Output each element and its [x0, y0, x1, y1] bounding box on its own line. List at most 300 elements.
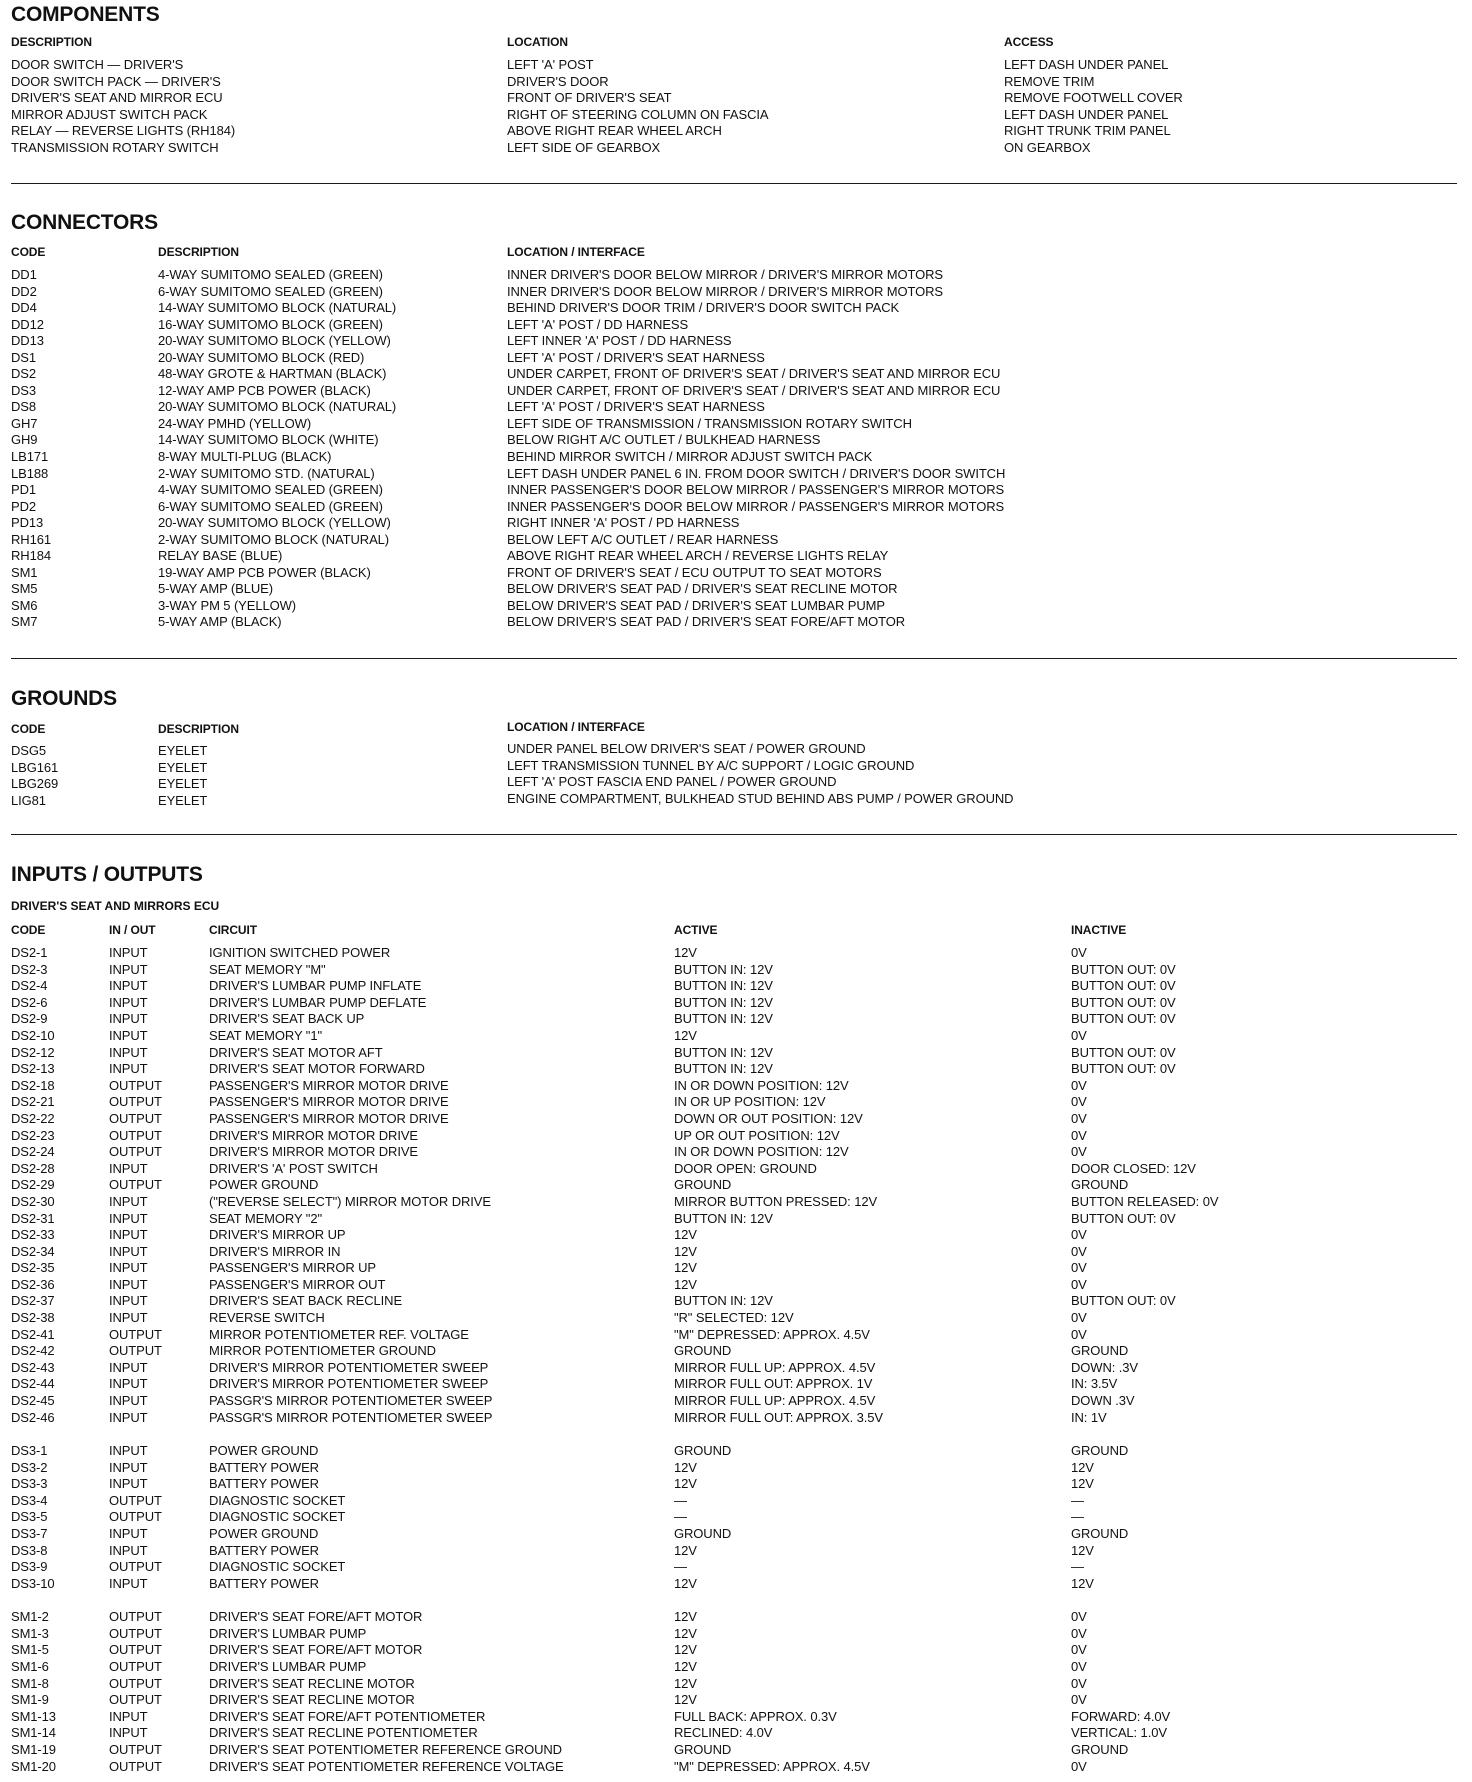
io-circuit: IGNITION SWITCHED POWER: [209, 945, 391, 960]
connector-code: DS2: [11, 366, 36, 382]
components-location-column: [507, 57, 768, 156]
component-access: ON GEARBOX: [1004, 139, 1091, 155]
connector-code: LB171: [11, 449, 49, 465]
io-active-value: IN OR DOWN POSITION: 12V: [674, 1144, 849, 1160]
io-inactive-value: BUTTON OUT: 0V: [1071, 994, 1176, 1010]
io-circuit: DRIVER'S SEAT RECLINE MOTOR: [209, 1692, 415, 1708]
io-inactive-value: 12V: [1071, 1459, 1094, 1475]
group-spacer: [674, 1592, 883, 1609]
io-circuit: BATTERY POWER: [209, 1459, 319, 1475]
io-inout: INPUT: [109, 1542, 148, 1558]
io-code: SM1-2: [11, 1609, 49, 1625]
io-circuit: REVERSE SWITCH: [209, 1310, 325, 1326]
io-inactive-value: 0V: [1071, 1077, 1087, 1093]
connectors-code-column: [11, 267, 51, 631]
connector-code: GH7: [11, 415, 38, 431]
io-inout: OUTPUT: [109, 1110, 162, 1126]
io-code: DS2-45: [11, 1393, 55, 1409]
connector-code: GH9: [11, 432, 38, 448]
io-active-value: DOOR OPEN: GROUND: [674, 1160, 817, 1176]
group-spacer: [1071, 1426, 1218, 1443]
io-inactive-value: 0V: [1071, 1127, 1087, 1143]
io-inout: INPUT: [109, 945, 148, 960]
io-inactive-value: 12V: [1071, 1575, 1094, 1591]
connector-code: LB188: [11, 465, 49, 481]
io-active-value: MIRROR FULL UP: APPROX. 4.5V: [674, 1359, 876, 1375]
connector-location: LEFT 'A' POST / DRIVER'S SEAT HARNESS: [507, 349, 765, 365]
component-access: LEFT DASH UNDER PANEL: [1004, 57, 1169, 72]
connector-location: INNER DRIVER'S DOOR BELOW MIRROR / DRIVER'S MIRROR MOTORS: [507, 267, 944, 282]
io-inactive-value: BUTTON OUT: 0V: [1071, 1044, 1176, 1060]
io-inout: OUTPUT: [109, 1625, 162, 1641]
io-circuit: DRIVER'S MIRROR POTENTIOMETER SWEEP: [209, 1359, 489, 1375]
io-code: DS2-35: [11, 1260, 55, 1276]
component-description: MIRROR ADJUST SWITCH PACK: [11, 106, 208, 122]
io-active-value: BUTTON IN: 12V: [674, 994, 773, 1010]
ground-code: LBG269: [11, 776, 59, 792]
io-inout: INPUT: [109, 1227, 148, 1243]
io-active-value: FULL BACK: APPROX. 0.3V: [674, 1708, 837, 1724]
io-inout: OUTPUT: [109, 1741, 162, 1757]
io-inactive-value: 0V: [1071, 1625, 1087, 1641]
io-inout: INPUT: [109, 1276, 148, 1292]
io-circuit: DRIVER'S MIRROR POTENTIOMETER SWEEP: [209, 1376, 489, 1392]
io-code: DS2-31: [11, 1210, 55, 1226]
io-code: SM1-19: [11, 1741, 56, 1757]
io-active-value: GROUND: [674, 1443, 732, 1459]
component-description: RELAY — REVERSE LIGHTS (RH184): [11, 123, 236, 139]
connector-description: 6-WAY SUMITOMO SEALED (GREEN): [158, 283, 383, 299]
ground-code: LBG161: [11, 759, 59, 775]
io-inactive-value: BUTTON RELEASED: 0V: [1071, 1193, 1219, 1209]
io-inactive-value: 0V: [1071, 1276, 1087, 1292]
grounds-header-location: LOCATION / INTERFACE: [507, 720, 645, 734]
io-circuit: DRIVER'S SEAT FORE/AFT MOTOR: [209, 1609, 423, 1625]
io-inactive-value: 0V: [1071, 1758, 1087, 1774]
io-active-value: 12V: [674, 1542, 697, 1558]
connectors-title: CONNECTORS: [11, 211, 158, 234]
io-circuit: DIAGNOSTIC SOCKET: [209, 1559, 346, 1575]
io-inout: OUTPUT: [109, 1094, 162, 1110]
io-active-value: "R" SELECTED: 12V: [674, 1310, 794, 1326]
io-inout: INPUT: [109, 1443, 148, 1459]
connectors-description-column: [158, 267, 396, 631]
io-active-value: 12V: [674, 1575, 697, 1591]
connector-location: BEHIND DRIVER'S DOOR TRIM / DRIVER'S DOOR SWITCH PACK: [507, 300, 900, 316]
io-inactive-value: 0V: [1071, 1642, 1087, 1658]
io-header-active: ACTIVE: [674, 923, 718, 937]
connector-location: BELOW LEFT A/C OUTLET / REAR HARNESS: [507, 531, 779, 547]
components-description-column: [11, 57, 235, 156]
component-location: RIGHT OF STEERING COLUMN ON FASCIA: [507, 106, 769, 122]
connector-description: 48-WAY GROTE & HARTMAN (BLACK): [158, 366, 387, 382]
io-active-value: —: [674, 1559, 687, 1575]
connector-description: 2-WAY SUMITOMO STD. (NATURAL): [158, 465, 375, 481]
io-circuit: PASSENGER'S MIRROR MOTOR DRIVE: [209, 1110, 449, 1126]
component-location: FRONT OF DRIVER'S SEAT: [507, 90, 672, 106]
io-inout: INPUT: [109, 1525, 148, 1541]
connector-code: RH161: [11, 531, 51, 547]
io-inout: OUTPUT: [109, 1509, 162, 1525]
io-active-value: GROUND: [674, 1343, 732, 1359]
io-inactive-value: 0V: [1071, 1243, 1087, 1259]
io-inactive-value: 12V: [1071, 1476, 1094, 1492]
io-code: DS3-10: [11, 1575, 55, 1591]
connector-description: 24-WAY PMHD (YELLOW): [158, 415, 312, 431]
io-circuit: DRIVER'S MIRROR MOTOR DRIVE: [209, 1144, 419, 1160]
io-inactive-value: DOWN: .3V: [1071, 1359, 1138, 1375]
io-code: DS2-43: [11, 1359, 55, 1375]
io-inout: INPUT: [109, 1027, 148, 1043]
io-code: DS2-42: [11, 1343, 55, 1359]
io-inout: OUTPUT: [109, 1077, 162, 1093]
io-circuit: PASSENGER'S MIRROR MOTOR DRIVE: [209, 1077, 449, 1093]
connector-description: 19-WAY AMP PCB POWER (BLACK): [158, 564, 371, 580]
component-access: RIGHT TRUNK TRIM PANEL: [1004, 123, 1171, 139]
connector-location: UNDER CARPET, FRONT OF DRIVER'S SEAT / DRIVER'S SEAT AND MIRROR ECU: [507, 366, 1001, 382]
component-description: DOOR SWITCH — DRIVER'S: [11, 57, 184, 72]
io-active-value: GROUND: [674, 1525, 732, 1541]
components-title: COMPONENTS: [11, 3, 160, 26]
io-inout: OUTPUT: [109, 1144, 162, 1160]
connector-description: 20-WAY SUMITOMO BLOCK (NATURAL): [158, 399, 397, 415]
io-inactive-value: 0V: [1071, 945, 1087, 960]
io-inactive-value: BUTTON OUT: 0V: [1071, 1061, 1176, 1077]
io-inactive-value: VERTICAL: 1.0V: [1071, 1725, 1167, 1741]
io-inout: INPUT: [109, 1725, 148, 1741]
connector-code: DS8: [11, 399, 36, 415]
io-inactive-value: GROUND: [1071, 1525, 1129, 1541]
io-circuit: BATTERY POWER: [209, 1542, 319, 1558]
connector-code: SM7: [11, 614, 38, 630]
io-code: DS2-10: [11, 1027, 55, 1043]
io-code: DS2-24: [11, 1144, 55, 1160]
io-circuit: ("REVERSE SELECT") MIRROR MOTOR DRIVE: [209, 1193, 491, 1209]
components-header-description: DESCRIPTION: [11, 35, 92, 49]
io-inout: INPUT: [109, 1359, 148, 1375]
io-circuit: SEAT MEMORY "1": [209, 1027, 322, 1043]
io-inactive-value: 0V: [1071, 1227, 1087, 1243]
connector-code: DD12: [11, 316, 44, 332]
ground-location: ENGINE COMPARTMENT, BULKHEAD STUD BEHIND ABS PUMP / POWER GROUND: [507, 790, 1014, 806]
io-inactive-value: 0V: [1071, 1310, 1087, 1326]
group-spacer: [109, 1426, 162, 1443]
io-active-value: BUTTON IN: 12V: [674, 1293, 773, 1309]
connector-code: SM1: [11, 564, 38, 580]
io-circuit: POWER GROUND: [209, 1177, 319, 1193]
ground-code: DSG5: [11, 743, 47, 758]
connectors-header-description: DESCRIPTION: [158, 245, 239, 259]
connector-location: LEFT 'A' POST / DRIVER'S SEAT HARNESS: [507, 399, 765, 415]
connector-description: 14-WAY SUMITOMO BLOCK (WHITE): [158, 432, 379, 448]
io-circuit: PASSENGER'S MIRROR OUT: [209, 1276, 386, 1292]
io-circuit: PASSENGER'S MIRROR MOTOR DRIVE: [209, 1094, 449, 1110]
io-code: DS2-18: [11, 1077, 55, 1093]
io-active-value: BUTTON IN: 12V: [674, 961, 773, 977]
io-inout: INPUT: [109, 1061, 148, 1077]
connector-code: DD2: [11, 283, 37, 299]
connector-code: DS3: [11, 382, 36, 398]
io-inactive-value: —: [1071, 1492, 1084, 1508]
io-circuit: DRIVER'S SEAT RECLINE MOTOR: [209, 1675, 415, 1691]
io-code: SM1-9: [11, 1692, 49, 1708]
io-active-value: UP OR OUT POSITION: 12V: [674, 1127, 840, 1143]
io-active-value: DOWN OR OUT POSITION: 12V: [674, 1110, 863, 1126]
io-circuit: DRIVER'S SEAT POTENTIOMETER REFERENCE GROUND: [209, 1741, 562, 1757]
io-circuit: DIAGNOSTIC SOCKET: [209, 1509, 346, 1525]
io-code: DS2-33: [11, 1227, 55, 1243]
io-active-value: IN OR UP POSITION: 12V: [674, 1094, 826, 1110]
io-circuit: DRIVER'S LUMBAR PUMP DEFLATE: [209, 994, 427, 1010]
connector-location: LEFT INNER 'A' POST / DD HARNESS: [507, 333, 732, 349]
io-circuit: PASSGR'S MIRROR POTENTIOMETER SWEEP: [209, 1409, 493, 1425]
connector-description: 5-WAY AMP (BLUE): [158, 581, 273, 597]
io-active-value: —: [674, 1492, 687, 1508]
connector-location: LEFT SIDE OF TRANSMISSION / TRANSMISSION ROTARY SWITCH: [507, 415, 912, 431]
io-active-value: 12V: [674, 1459, 697, 1475]
io-active-value: 12V: [674, 1658, 697, 1674]
connector-description: 14-WAY SUMITOMO BLOCK (NATURAL): [158, 300, 397, 316]
io-code: SM1-14: [11, 1725, 56, 1741]
io-code: DS2-38: [11, 1310, 55, 1326]
io-inout: INPUT: [109, 1044, 148, 1060]
connector-location: FRONT OF DRIVER'S SEAT / ECU OUTPUT TO SEAT MOTORS: [507, 564, 882, 580]
io-inout: INPUT: [109, 1293, 148, 1309]
connector-description: 12-WAY AMP PCB POWER (BLACK): [158, 382, 371, 398]
grounds-location-column: [507, 741, 1013, 807]
ground-location: UNDER PANEL BELOW DRIVER'S SEAT / POWER GROUND: [507, 741, 866, 756]
io-code: DS3-8: [11, 1542, 48, 1558]
io-code: DS2-22: [11, 1110, 55, 1126]
io-active-value: 12V: [674, 1625, 697, 1641]
io-code: DS2-37: [11, 1293, 55, 1309]
io-active-value: 12V: [674, 1476, 697, 1492]
io-inactive-value: 12V: [1071, 1542, 1094, 1558]
io-active-value: BUTTON IN: 12V: [674, 1210, 773, 1226]
component-location: ABOVE RIGHT REAR WHEEL ARCH: [507, 123, 722, 139]
component-access: REMOVE TRIM: [1004, 73, 1095, 89]
connector-code: DD4: [11, 300, 37, 316]
grounds-title: GROUNDS: [11, 687, 117, 710]
io-circuit: DRIVER'S SEAT BACK UP: [209, 1011, 365, 1027]
io-inactive-value: 0V: [1071, 1260, 1087, 1276]
connector-description: 20-WAY SUMITOMO BLOCK (YELLOW): [158, 515, 391, 531]
io-inactive-value: GROUND: [1071, 1177, 1129, 1193]
connector-code: DS1: [11, 349, 36, 365]
io-inout-column: [109, 945, 162, 1775]
group-spacer: [1071, 1592, 1218, 1609]
connector-description: 4-WAY SUMITOMO SEALED (GREEN): [158, 267, 383, 282]
connector-description: 20-WAY SUMITOMO BLOCK (YELLOW): [158, 333, 391, 349]
section-divider: [11, 183, 1457, 184]
component-location: DRIVER'S DOOR: [507, 73, 609, 89]
io-circuit: DRIVER'S LUMBAR PUMP: [209, 1658, 367, 1674]
group-spacer: [674, 1426, 883, 1443]
component-access: LEFT DASH UNDER PANEL: [1004, 106, 1169, 122]
io-inactive-value: 0V: [1071, 1609, 1087, 1625]
io-code: DS2-13: [11, 1061, 55, 1077]
connector-code: SM6: [11, 597, 38, 613]
io-inout: OUTPUT: [109, 1692, 162, 1708]
components-header-location: LOCATION: [507, 35, 568, 49]
connector-location: INNER DRIVER'S DOOR BELOW MIRROR / DRIVER'S MIRROR MOTORS: [507, 283, 944, 299]
io-inactive-value: —: [1071, 1559, 1084, 1575]
io-inactive-value: BUTTON OUT: 0V: [1071, 1011, 1176, 1027]
io-inactive-value: BUTTON OUT: 0V: [1071, 1293, 1176, 1309]
io-active-column: [674, 945, 883, 1775]
io-inactive-value: DOOR CLOSED: 12V: [1071, 1160, 1196, 1176]
io-active-value: BUTTON IN: 12V: [674, 1044, 773, 1060]
io-inactive-value: BUTTON OUT: 0V: [1071, 1210, 1176, 1226]
connector-code: PD1: [11, 482, 36, 498]
io-circuit: PASSENGER'S MIRROR UP: [209, 1260, 377, 1276]
io-code: SM1-3: [11, 1625, 49, 1641]
io-inactive-value: 0V: [1071, 1675, 1087, 1691]
component-location: LEFT SIDE OF GEARBOX: [507, 139, 661, 155]
io-active-value: BUTTON IN: 12V: [674, 978, 773, 994]
io-code: DS2-9: [11, 1011, 48, 1027]
io-active-value: RECLINED: 4.0V: [674, 1725, 773, 1741]
io-circuit: DRIVER'S SEAT RECLINE POTENTIOMETER: [209, 1725, 478, 1741]
io-active-value: 12V: [674, 1276, 697, 1292]
io-active-value: 12V: [674, 1675, 697, 1691]
io-active-value: 12V: [674, 1243, 697, 1259]
group-spacer: [209, 1592, 564, 1609]
connector-description: 4-WAY SUMITOMO SEALED (GREEN): [158, 482, 383, 498]
io-inactive-value: 0V: [1071, 1110, 1087, 1126]
io-inout: INPUT: [109, 1310, 148, 1326]
component-description: TRANSMISSION ROTARY SWITCH: [11, 139, 219, 155]
io-code: DS3-3: [11, 1476, 48, 1492]
ground-location: LEFT 'A' POST FASCIA END PANEL / POWER GROUND: [507, 774, 837, 790]
io-inactive-value: —: [1071, 1509, 1084, 1525]
connector-location: INNER PASSENGER'S DOOR BELOW MIRROR / PASSENGER'S MIRROR MOTORS: [507, 482, 1005, 498]
io-inout: INPUT: [109, 1210, 148, 1226]
connector-location: RIGHT INNER 'A' POST / PD HARNESS: [507, 515, 740, 531]
ground-description: EYELET: [158, 759, 208, 775]
io-code: SM1-13: [11, 1708, 56, 1724]
io-code: DS2-28: [11, 1160, 55, 1176]
io-code: SM1-5: [11, 1642, 49, 1658]
io-inout: INPUT: [109, 978, 148, 994]
component-location: LEFT 'A' POST: [507, 57, 594, 72]
io-code: SM1-8: [11, 1675, 49, 1691]
connector-location: BELOW DRIVER'S SEAT PAD / DRIVER'S SEAT FORE/AFT MOTOR: [507, 614, 906, 630]
io-inout: INPUT: [109, 994, 148, 1010]
io-inout: INPUT: [109, 1459, 148, 1475]
connector-code: PD13: [11, 515, 44, 531]
io-code: DS3-4: [11, 1492, 48, 1508]
io-code: DS2-4: [11, 978, 48, 994]
io-circuit: DRIVER'S SEAT FORE/AFT POTENTIOMETER: [209, 1708, 486, 1724]
io-active-value: IN OR DOWN POSITION: 12V: [674, 1077, 849, 1093]
io-active-value: —: [674, 1509, 687, 1525]
io-code: DS3-1: [11, 1443, 48, 1459]
io-code: DS2-46: [11, 1409, 55, 1425]
io-circuit-column: [209, 945, 564, 1775]
io-inout: OUTPUT: [109, 1177, 162, 1193]
io-circuit: POWER GROUND: [209, 1443, 319, 1459]
io-inactive-value: 0V: [1071, 1094, 1087, 1110]
group-spacer: [11, 1426, 56, 1443]
io-active-value: BUTTON IN: 12V: [674, 1061, 773, 1077]
io-circuit: BATTERY POWER: [209, 1476, 319, 1492]
io-circuit: DRIVER'S LUMBAR PUMP INFLATE: [209, 978, 422, 994]
io-code: DS2-29: [11, 1177, 55, 1193]
io-inout: OUTPUT: [109, 1343, 162, 1359]
section-divider: [11, 658, 1457, 659]
io-inout: INPUT: [109, 961, 148, 977]
io-circuit: DRIVER'S 'A' POST SWITCH: [209, 1160, 378, 1176]
io-code: DS2-3: [11, 961, 48, 977]
component-description: DRIVER'S SEAT AND MIRROR ECU: [11, 90, 223, 106]
io-inout: INPUT: [109, 1376, 148, 1392]
io-inactive-value: 0V: [1071, 1326, 1087, 1342]
io-active-value: 12V: [674, 1260, 697, 1276]
connector-location: UNDER CARPET, FRONT OF DRIVER'S SEAT / DRIVER'S SEAT AND MIRROR ECU: [507, 382, 1001, 398]
io-code-column: [11, 945, 56, 1775]
io-code: DS2-6: [11, 994, 48, 1010]
connector-description: RELAY BASE (BLUE): [158, 548, 283, 564]
group-spacer: [109, 1592, 162, 1609]
io-header-inactive: INACTIVE: [1071, 923, 1127, 937]
io-active-value: GROUND: [674, 1741, 732, 1757]
io-active-value: 12V: [674, 1609, 697, 1625]
connector-code: RH184: [11, 548, 51, 564]
io-inactive-value: 0V: [1071, 1692, 1087, 1708]
components-access-column: [1004, 57, 1183, 156]
io-active-value: BUTTON IN: 12V: [674, 1011, 773, 1027]
io-inactive-value: 0V: [1071, 1144, 1087, 1160]
ground-location: LEFT TRANSMISSION TUNNEL BY A/C SUPPORT / LOGIC GROUND: [507, 757, 915, 773]
io-inout: OUTPUT: [109, 1127, 162, 1143]
io-code: SM1-20: [11, 1758, 56, 1774]
io-circuit: DRIVER'S MIRROR IN: [209, 1243, 341, 1259]
io-code: DS2-34: [11, 1243, 55, 1259]
grounds-header-description: DESCRIPTION: [158, 722, 239, 736]
io-code: SM1-6: [11, 1658, 49, 1674]
io-inout: INPUT: [109, 1393, 148, 1409]
connector-location: INNER PASSENGER'S DOOR BELOW MIRROR / PASSENGER'S MIRROR MOTORS: [507, 498, 1005, 514]
ground-description: EYELET: [158, 776, 208, 792]
io-active-value: MIRROR FULL OUT: APPROX. 3.5V: [674, 1409, 884, 1425]
io-code: DS2-44: [11, 1376, 55, 1392]
connectors-location-column: [507, 267, 1005, 631]
connector-description: 3-WAY PM 5 (YELLOW): [158, 597, 296, 613]
io-circuit: MIRROR POTENTIOMETER REF. VOLTAGE: [209, 1326, 469, 1342]
grounds-description-column: [158, 743, 207, 809]
io-circuit: DRIVER'S SEAT MOTOR FORWARD: [209, 1061, 425, 1077]
component-access: REMOVE FOOTWELL COVER: [1004, 90, 1183, 106]
ground-description: EYELET: [158, 792, 208, 808]
io-inactive-value: GROUND: [1071, 1443, 1129, 1459]
io-inactive-value: GROUND: [1071, 1343, 1129, 1359]
connector-description: 6-WAY SUMITOMO SEALED (GREEN): [158, 498, 383, 514]
io-inactive-value: BUTTON OUT: 0V: [1071, 961, 1176, 977]
io-inout: OUTPUT: [109, 1642, 162, 1658]
io-inactive-value: 0V: [1071, 1027, 1087, 1043]
io-code: DS3-2: [11, 1459, 48, 1475]
io-inactive-value: 0V: [1071, 1658, 1087, 1674]
connector-location: BELOW DRIVER'S SEAT PAD / DRIVER'S SEAT RECLINE MOTOR: [507, 581, 898, 597]
section-divider: [11, 834, 1457, 835]
connector-code: PD2: [11, 498, 36, 514]
io-inactive-value: GROUND: [1071, 1741, 1129, 1757]
io-title: INPUTS / OUTPUTS: [11, 863, 203, 886]
connector-description: 5-WAY AMP (BLACK): [158, 614, 282, 630]
io-circuit: DRIVER'S SEAT FORE/AFT MOTOR: [209, 1642, 423, 1658]
io-circuit: DIAGNOSTIC SOCKET: [209, 1492, 346, 1508]
